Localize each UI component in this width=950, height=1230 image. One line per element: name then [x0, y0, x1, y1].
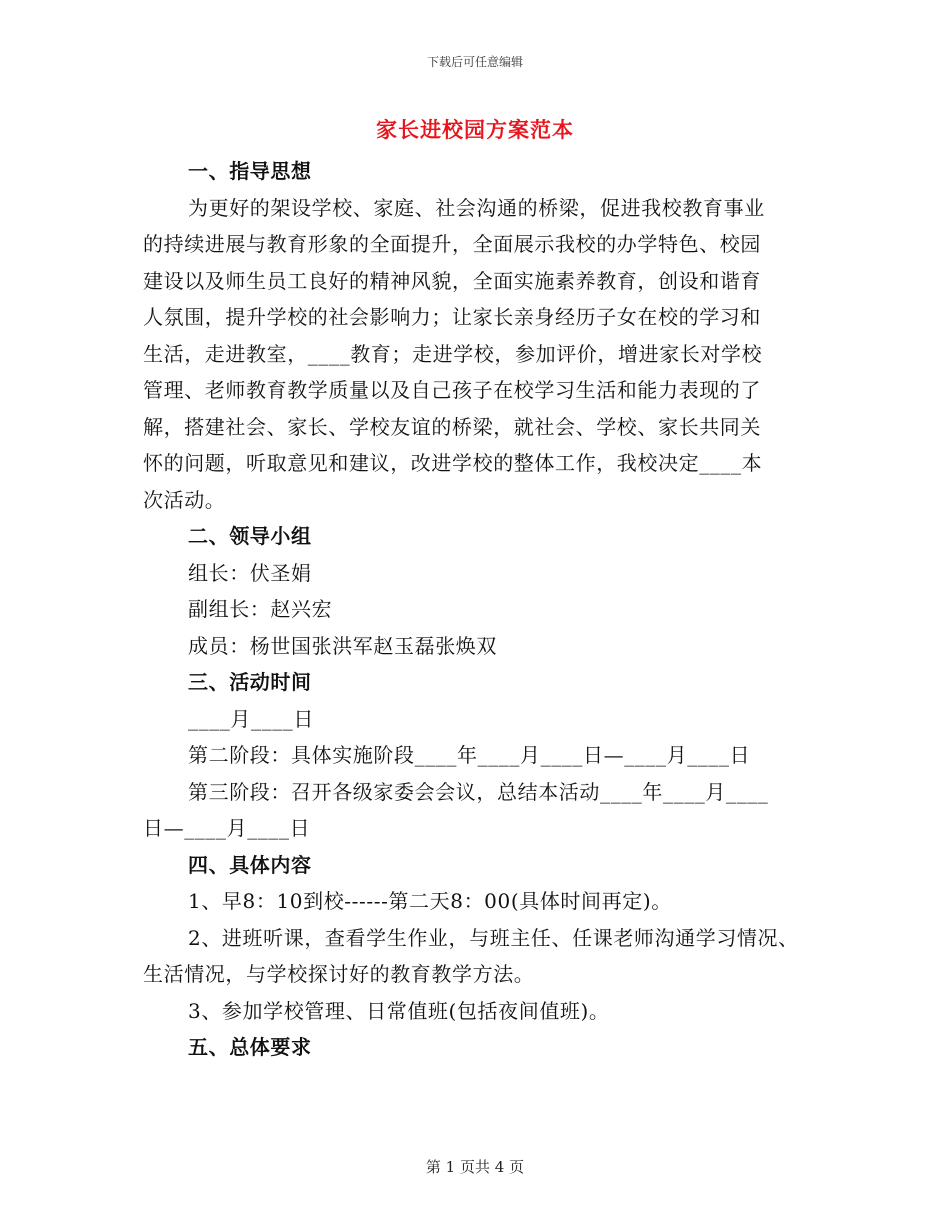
- section-heading: 四、具体内容: [188, 852, 312, 877]
- section-heading: 一、指导思想: [188, 159, 312, 183]
- paragraph-line: 生活情况，与学校探讨好的教育教学方法。: [143, 962, 535, 986]
- document-body: [143, 153, 803, 1066]
- paragraph-line: 解，搭建社会、家长、学校友谊的桥梁，就社会、学校、家长共同关: [143, 414, 761, 439]
- page-footer: 第 1 页共 4 页: [425, 1158, 525, 1176]
- paragraph-line: 的持续进展与教育形象的全面提升，全面展示我校的办学特色、校园: [143, 232, 761, 256]
- paragraph-line: 建设以及师生员工良好的精神风貌，全面实施素养教育，创设和谐育: [143, 268, 761, 293]
- paragraph-line: 管理、老师教育教学质量以及自己孩子在校学习生活和能力表现的了: [143, 378, 761, 402]
- paragraph-line: 次活动。: [143, 487, 226, 512]
- paragraph-line: 生活，走进教室，____教育；走进学校，参加评价，增进家长对学校: [143, 341, 763, 366]
- paragraph-line: 第三阶段：召开各级家委会会议，总结本活动____年____月____: [188, 779, 769, 804]
- paragraph-line: 为更好的架设学校、家庭、社会沟通的桥梁，促进我校教育事业: [188, 195, 765, 220]
- paragraph-line: 2、进班听课，查看学生作业，与班主任、任课老师沟通学习情况、: [188, 925, 799, 950]
- paragraph-line: 人氛围，提升学校的社会影响力；让家长亲身经历子女在校的学习和: [143, 305, 761, 329]
- paragraph-line: 第二阶段：具体实施阶段____年____月____日—____月____日: [188, 743, 751, 767]
- paragraph-line: 成员：杨世国张洪军赵玉磊张焕双: [188, 633, 497, 658]
- section-heading: 三、活动时间: [188, 670, 312, 694]
- document-title: 家长进校园方案范本: [376, 117, 574, 142]
- paragraph-line: 3、参加学校管理、日常值班(包括夜间值班)。: [188, 998, 610, 1023]
- paragraph-line: 日—____月____日: [143, 816, 311, 840]
- section-heading: 二、领导小组: [188, 524, 312, 548]
- paragraph-line: ____月____日: [188, 706, 314, 731]
- page-header: 下载后可任意编辑: [426, 55, 523, 69]
- paragraph-line: 副组长：赵兴宏: [188, 597, 333, 621]
- paragraph-line: 怀的问题，听取意见和建议，改进学校的整体工作，我校决定____本: [143, 451, 763, 475]
- section-heading: 五、总体要求: [188, 1035, 312, 1059]
- paragraph-line: 1、早8：10到校------第二天8：00(具体时间再定)。: [188, 889, 672, 913]
- paragraph-line: 组长：伏圣娟: [188, 560, 312, 585]
